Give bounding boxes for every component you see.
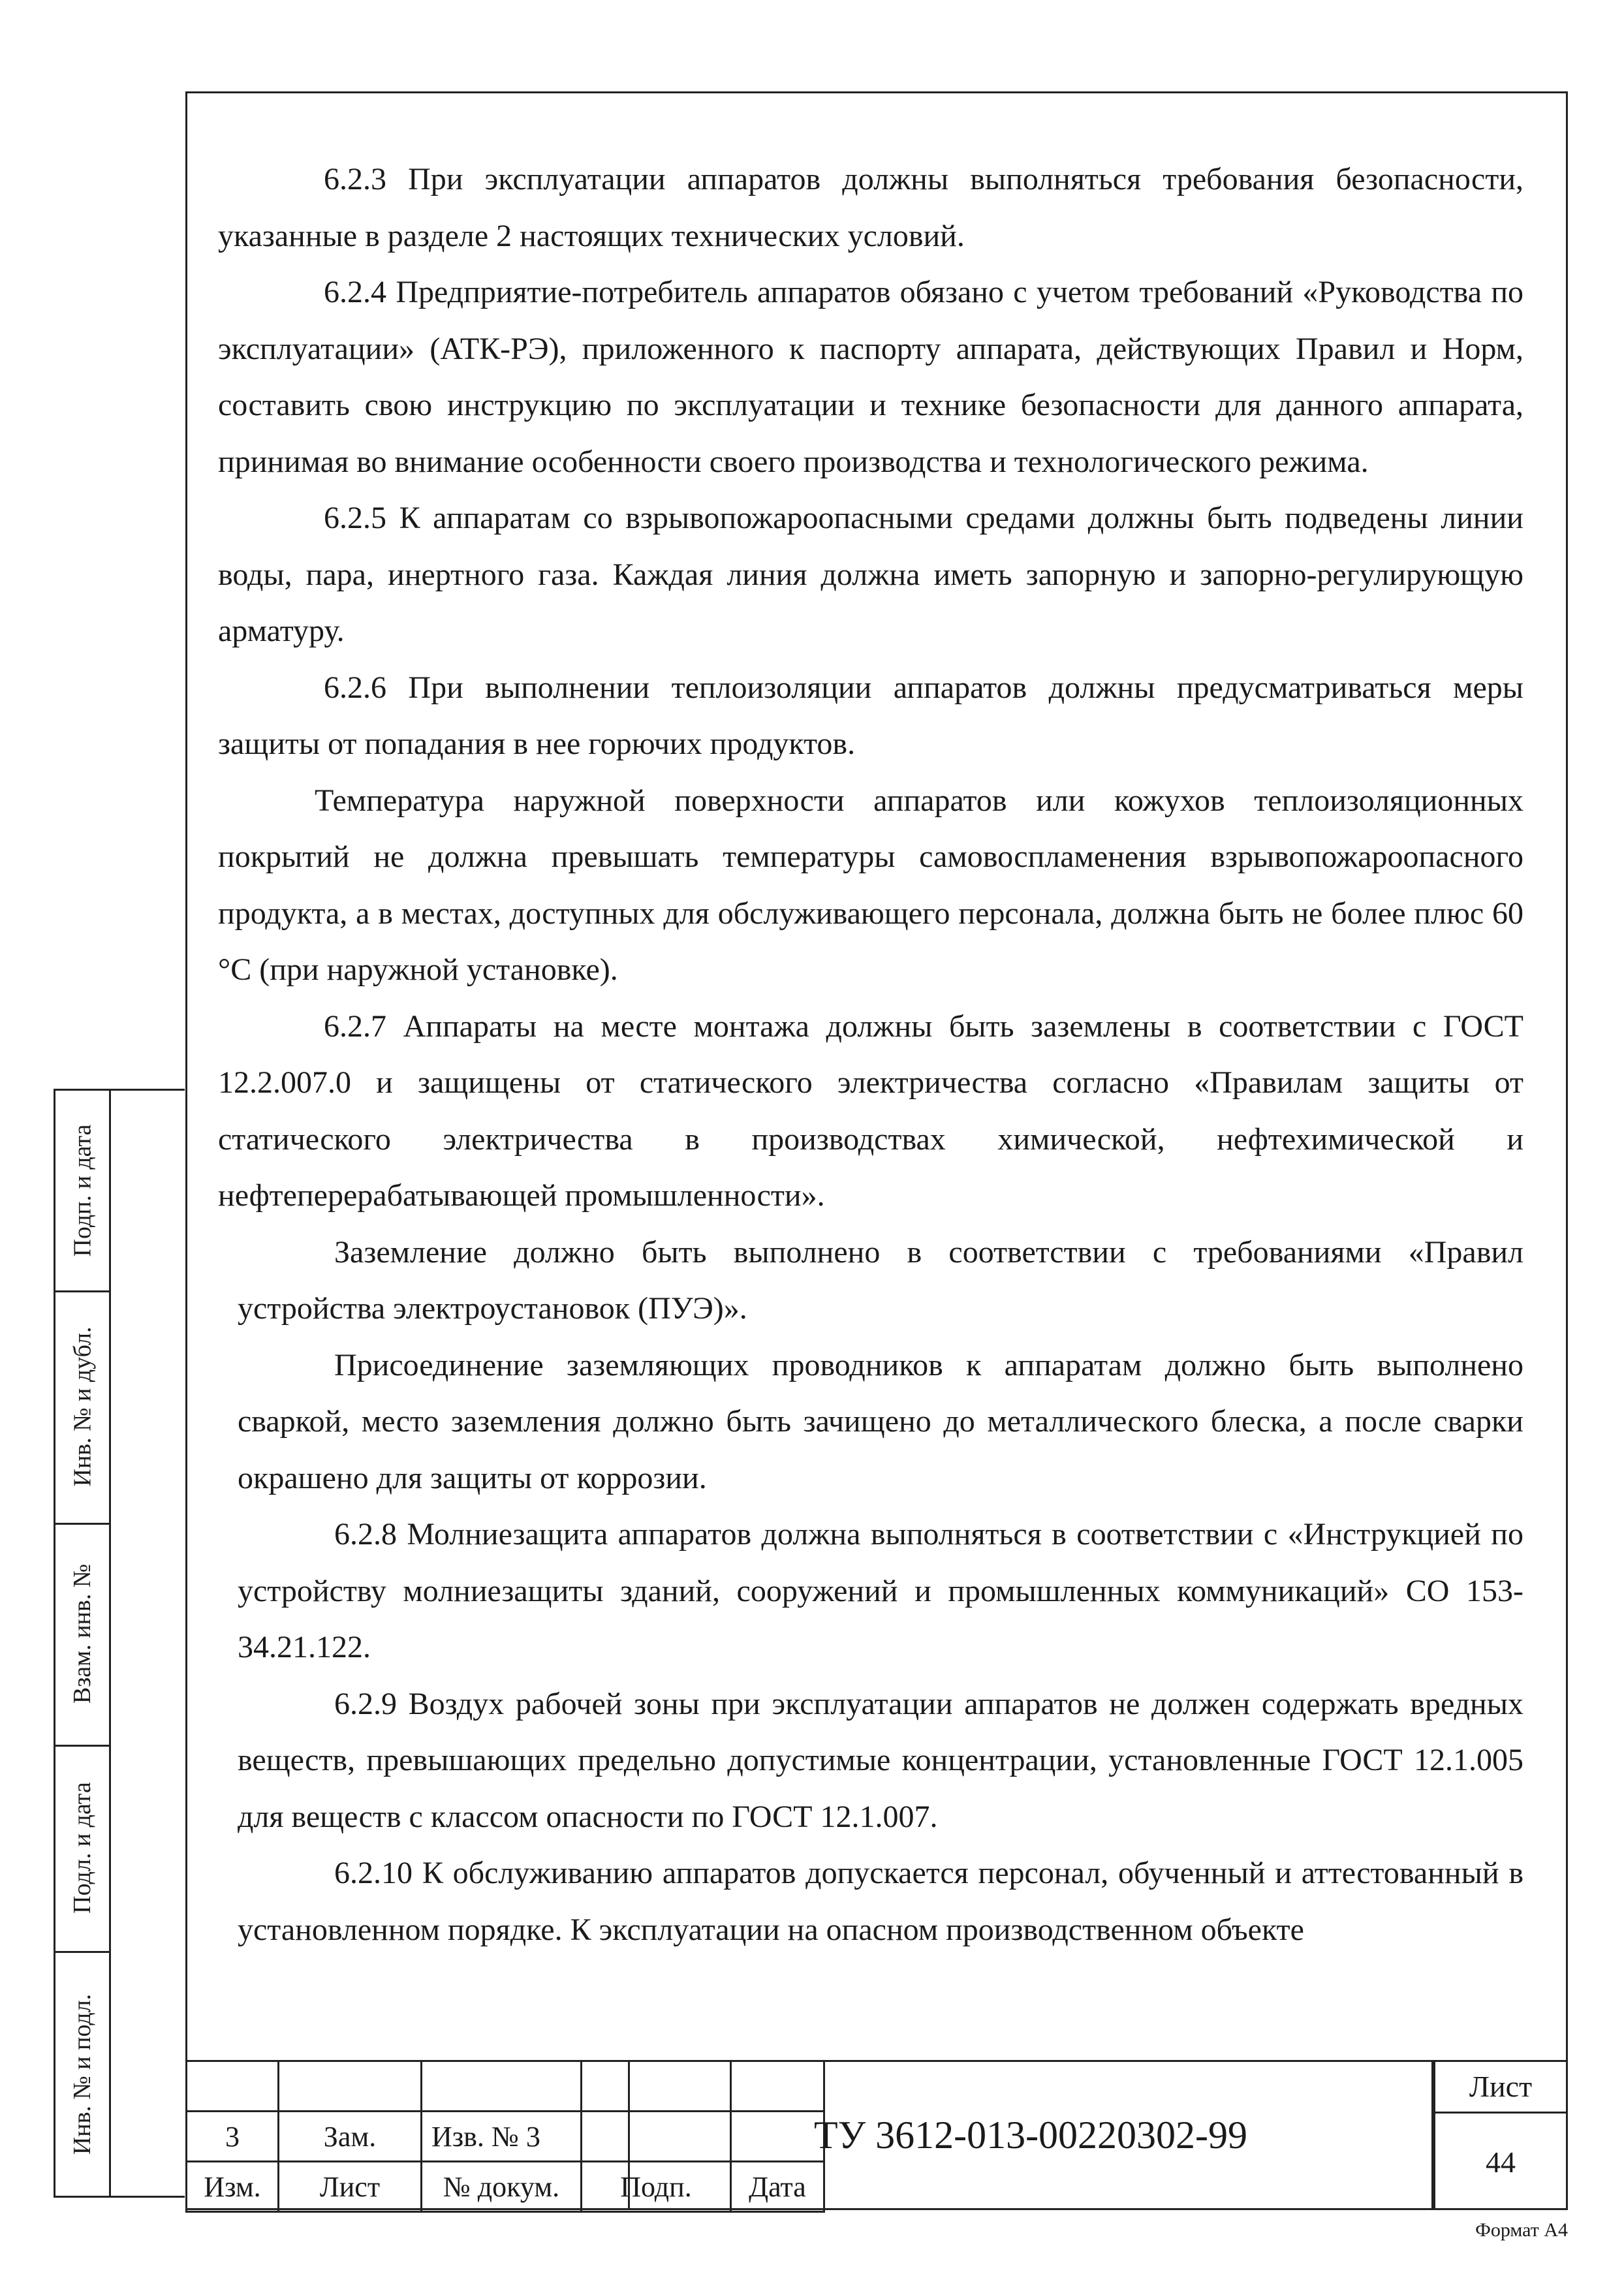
empty-cell bbox=[422, 2061, 582, 2112]
paragraph: Заземление должно быть выполнено в соответствии с требованиями «Правил устройства электроустановок (ПУЭ)». bbox=[238, 1234, 1523, 1326]
rev-cell: Зам. bbox=[279, 2112, 422, 2162]
strip-label: Подл. и дата bbox=[69, 1782, 97, 1914]
paragraph: 6.2.6 При выполнении теплоизоляции аппаратов должны предусматриваться меры защиты от попадания в нее горючих продуктов. bbox=[218, 670, 1523, 761]
paragraph: 6.2.3 При эксплуатации аппаратов должны выполняться требования безопасности, указанные в разделе 2 настоящих технических условий. bbox=[218, 162, 1523, 253]
paragraph: 6.2.9 Воздух рабочей зоны при эксплуатации аппаратов не должен содержать вредных веществ, превышающих предельно допустимые концентрации, установленные ГОСТ 12.1.005 для веществ с классом опасности по ГОСТ 12.1.007. bbox=[238, 1686, 1523, 1834]
empty-cell bbox=[187, 2061, 279, 2112]
paragraph: 6.2.4 Предприятие-потребитель аппаратов обязано с учетом требований «Руководства по эксплуатации» (АТК-РЭ), приложенного к паспорту аппарата, действующих Правил и Норм, составить свою инструкцию по эксплуатации и технике безопасности для данного аппарата, принимая во внимание особенности своего производства и технологического режима. bbox=[218, 275, 1523, 479]
strip-label: Взам. инв. № bbox=[69, 1563, 97, 1704]
document-number: ТУ 3612-013-00220302-99 bbox=[628, 2060, 1433, 2210]
sheet-box bbox=[1433, 2060, 1568, 2210]
header-cell: Дата bbox=[731, 2162, 824, 2212]
body-text bbox=[218, 151, 1523, 1958]
empty-cell bbox=[279, 2061, 422, 2112]
sheet-label: Лист bbox=[1435, 2062, 1566, 2114]
rev-cell: Изв. № 3 bbox=[422, 2112, 582, 2162]
paragraph: Температура наружной поверхности аппаратов или кожухов теплоизоляционных покрытий не должна превышать температуры самовоспламенения взрывопожароопасного продукта, а в местах, доступных для обслуживающего персонала, должна быть не более плюс 60 °С (при наружной установке). bbox=[218, 783, 1523, 987]
header-cell: Подп. bbox=[582, 2162, 731, 2212]
paragraph: 6.2.8 Молниезащита аппаратов должна выполняться в соответствии с «Инструкцией по устройству молниезащиты зданий, сооружений и промышленных коммуникаций» СО 153-34.21.122. bbox=[238, 1517, 1523, 1664]
strip-label: Инв. № и дубл. bbox=[69, 1326, 96, 1487]
strip-label: Подп. и дата bbox=[69, 1124, 97, 1257]
paragraph: Присоединение заземляющих проводников к аппаратам должно быть выполнено сваркой, место заземления должно быть зачищено до металлического блеска, а после сварки окрашено для защиты от коррозии. bbox=[238, 1347, 1523, 1495]
strip-label: Инв. № и подл. bbox=[69, 1993, 97, 2155]
format-note: Формат А4 bbox=[1475, 2219, 1568, 2241]
header-cell: Лист bbox=[279, 2162, 422, 2212]
header-cell: № докум. bbox=[422, 2162, 582, 2212]
rev-cell: 3 bbox=[187, 2112, 279, 2162]
sheet-number: 44 bbox=[1486, 2145, 1516, 2179]
header-cell: Изм. bbox=[187, 2162, 279, 2212]
paragraph: 6.2.10 К обслуживанию аппаратов допускается персонал, обученный и аттестованный в установленном порядке. К эксплуатации на опасном производственном объекте bbox=[238, 1856, 1523, 1947]
binding-strip bbox=[54, 1089, 185, 2198]
paragraph: 6.2.5 К аппаратам со взрывопожароопасными средами должны быть подведены линии воды, пара, инертного газа. Каждая линия должна иметь запорную и запорно-регулирующую арматуру. bbox=[218, 501, 1523, 648]
paragraph: 6.2.7 Аппараты на месте монтажа должны быть заземлены в соответствии с ГОСТ 12.2.007.0 и защищены от статического электричества согласно «Правилам защиты от статического электричества в производствах химической, нефтехимической и нефтеперерабатывающей промышленности». bbox=[218, 1008, 1523, 1213]
